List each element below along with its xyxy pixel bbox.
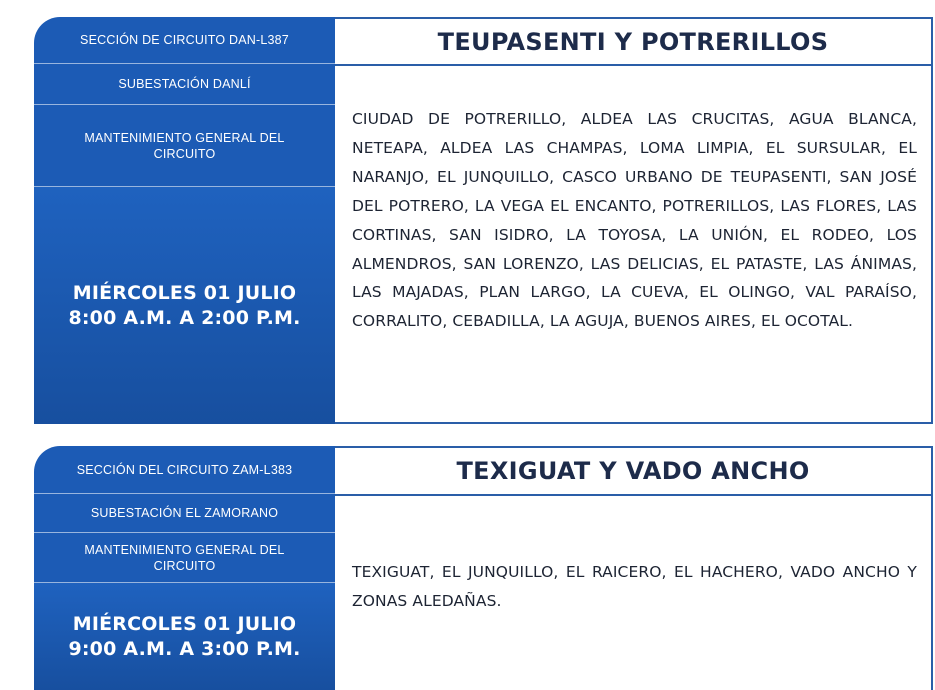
schedule-block (34, 583, 335, 690)
schedule-date: MIÉRCOLES 01 JULIO (72, 281, 297, 304)
circuit-section-label: SECCIÓN DE CIRCUITO DAN-L387 (34, 17, 335, 64)
affected-areas-panel (335, 446, 933, 690)
circuit-info-panel (34, 17, 335, 424)
circuit-title: TEUPASENTI Y POTRERILLOS (335, 19, 931, 66)
maintenance-label: MANTENIMIENTO GENERAL DEL CIRCUITO (34, 533, 335, 583)
circuit-card-zam-l383 (34, 446, 933, 690)
substation-label: SUBESTACIÓN DANLÍ (34, 64, 335, 105)
affected-areas-text: CIUDAD DE POTRERILLO, ALDEA LAS CRUCITAS, AGUA BLANCA, NETEAPA, ALDEA LAS CHAMPAS, LOMA LIMPIA, EL SURSULAR, EL NARANJO, EL JUNQUILLO, CASCO URBANO DE TEUPASENTI, SAN JOSÉ DEL POTRERO, LA VEGA EL ENCANTO, POTRERILLOS, LAS FLORES, LAS CORTINAS, SAN ISIDRO, LA TOYOSA, LA UNIÓN, EL RODEO, LOS ALMENDROS, SAN LORENZO, LAS DELICIAS, EL PATASTE, LAS ÁNIMAS, LAS MAJADAS, PLAN LARGO, LA CUEVA, EL OLINGO, VAL PARAÍSO, CORRALITO, CEBADILLA, LA AGUJA, BUENOS AIRES, EL OCOTAL. (352, 110, 917, 331)
circuit-card-dan-l387 (34, 17, 933, 424)
circuit-title: TEXIGUAT Y VADO ANCHO (335, 448, 931, 496)
schedule-time: 9:00 A.M. A 3:00 P.M. (68, 637, 301, 660)
substation-label: SUBESTACIÓN EL ZAMORANO (34, 494, 335, 533)
circuit-info-panel (34, 446, 335, 690)
maintenance-label: MANTENIMIENTO GENERAL DEL CIRCUITO (34, 105, 335, 187)
schedule-date: MIÉRCOLES 01 JULIO (72, 612, 297, 635)
schedule-time: 8:00 A.M. A 2:00 P.M. (68, 306, 301, 329)
circuit-section-label: SECCIÓN DEL CIRCUITO ZAM-L383 (34, 446, 335, 494)
affected-areas-panel (335, 17, 933, 424)
schedule-block (34, 187, 335, 424)
affected-areas-text: TEXIGUAT, EL JUNQUILLO, EL RAICERO, EL HACHERO, VADO ANCHO Y ZONAS ALEDAÑAS. (352, 563, 917, 610)
